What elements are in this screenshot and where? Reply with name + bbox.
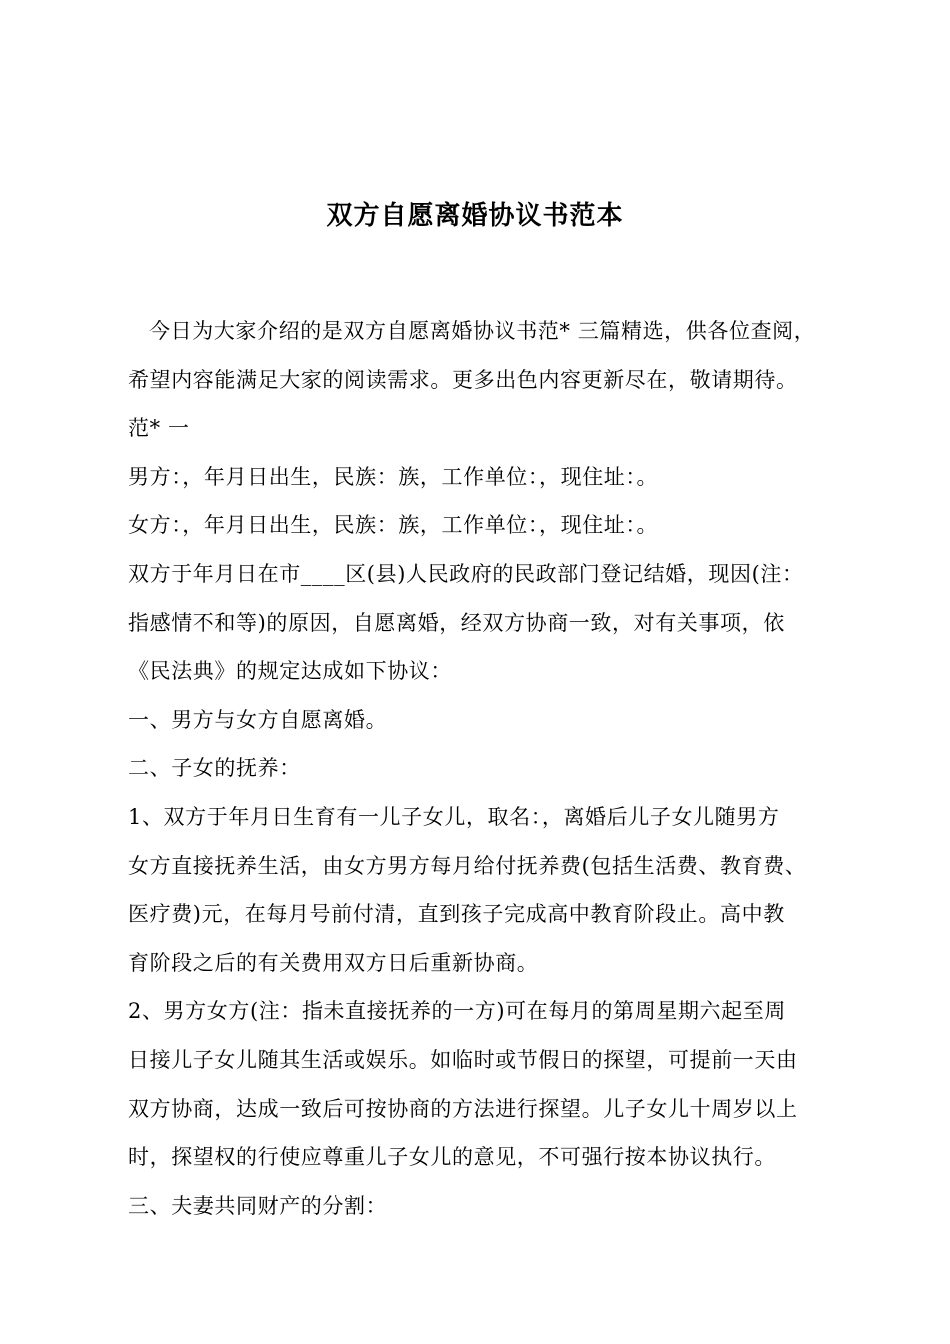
clause-line: 时，探望权的行使应尊重儿子女儿的意见，不可强行按本协议执行。 bbox=[128, 1145, 776, 1170]
paragraph-line: 女方：，年月日出生，民族：族，工作单位：，现住址：。 bbox=[128, 513, 659, 538]
clause-line: 三、夫妻共同财产的分割： bbox=[128, 1193, 388, 1218]
paragraph-line: 双方于年月日在市____区(县)人民政府的民政部门登记结婚，现因(注： bbox=[128, 561, 804, 586]
paragraph-line: 今日为大家介绍的是双方自愿离婚协议书范* 三篇精选，供各位查阅， bbox=[149, 319, 816, 343]
clause-line: 1、双方于年月日生育有一儿子女儿，取名：，离婚后儿子女儿随男方 bbox=[128, 804, 780, 829]
clause-line: 育阶段之后的有关费用双方日后重新协商。 bbox=[128, 950, 539, 975]
document-title: 双方自愿离婚协议书范本 bbox=[326, 201, 624, 231]
clause-line: 日接儿子女儿随其生活或娱乐。如临时或节假日的探望，可提前一天由 bbox=[128, 1047, 798, 1072]
clause-line: 医疗费)元，在每月号前付清，直到孩子完成高中教育阶段止。高中教 bbox=[128, 902, 785, 927]
clause-line: 2、男方女方(注：指未直接抚养的一方)可在每月的第周星期六起至周 bbox=[128, 999, 786, 1024]
paragraph-line: 希望内容能满足大家的阅读需求。更多出色内容更新尽在，敬请期待。 bbox=[128, 367, 798, 392]
section-heading: 范* 一 bbox=[128, 416, 190, 441]
clause-line: 女方直接抚养生活，由女方男方每月给付抚养费(包括生活费、教育费、 bbox=[128, 853, 807, 878]
clause-line: 二、子女的抚养： bbox=[128, 756, 301, 781]
paragraph-line: 《民法典》的规定达成如下协议： bbox=[128, 659, 452, 684]
document-body bbox=[128, 312, 840, 1235]
clause-line: 双方协商，达成一致后可按协商的方法进行探望。儿子女儿十周岁以上 bbox=[128, 1096, 798, 1121]
paragraph-line: 男方：，年月日出生，民族：族，工作单位：，现住址：。 bbox=[128, 464, 659, 489]
clause-line: 一、男方与女方自愿离婚。 bbox=[128, 707, 388, 732]
paragraph-line: 指感情不和等)的原因，自愿离婚，经双方协商一致，对有关事项，依 bbox=[128, 610, 785, 635]
